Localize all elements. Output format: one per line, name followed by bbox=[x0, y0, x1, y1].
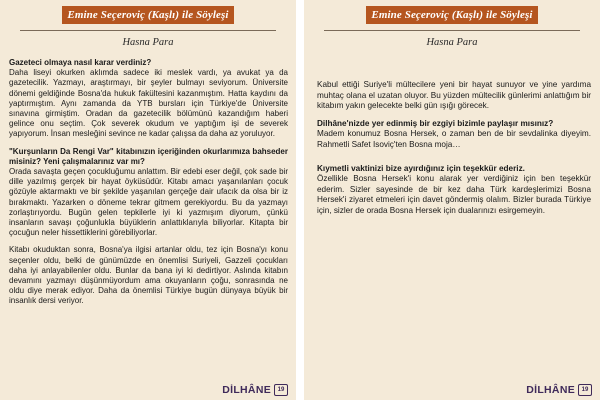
logo-wordmark: DİLHÂNE bbox=[222, 384, 271, 396]
answer: Madem konumuz Bosna Hersek, o zaman ben de bir sevdalinka diyeyim. Rahmetli Safet Isoviç'ten Bosna moja… bbox=[317, 129, 591, 149]
answer: Kabul ettiği Suriye'li mültecilere yeni bir hayat sunuyor ve yine yardıma muhtaç olana el uzatan oluyor. Bu yüzden mültecilik günlerimi anlattığım bir kitabım yakın gelecekte belki gün ışığı görecek. bbox=[317, 80, 591, 111]
answer: Daha liseyi okurken aklımda sadece iki meslek vardı, ya avukat ya da gazetecilik. Yazmayı, araştırmayı, bir şeyler bulmayı seviyorum. Üniversite dönemi geldiğinde Bosna'da hukuk fakültesini kazanmıştım. Hatta kaydını da yaptırmıştım. Aynı zamanda da YTB bursları için Türkiye'de Üniversite sınavına girmiştim. Oradan da gazetecilik bölümünü kazandığım haberi gelince onu seçtim. Çok severek okudum ve yaptığım işi de severek yapıyorum. İnsan mesleğini sevince ne kadar çalışsa da daha az yoruluyor. bbox=[9, 68, 288, 139]
author-name: Hasna Para bbox=[122, 37, 174, 48]
dilhane-logo bbox=[222, 384, 288, 396]
logo-badge: 19 bbox=[578, 384, 592, 396]
left-page bbox=[0, 0, 296, 400]
question: Gazeteci olmaya nasıl karar verdiniz? bbox=[9, 58, 152, 67]
page-gutter bbox=[296, 0, 304, 400]
logo-badge: 19 bbox=[274, 384, 288, 396]
header-title: Emine Seçeroviç (Kaşlı) ile Söyleşi bbox=[371, 9, 533, 21]
header-band bbox=[62, 6, 234, 24]
dilhane-logo bbox=[526, 384, 592, 396]
left-content bbox=[9, 58, 288, 314]
author-name: Hasna Para bbox=[426, 37, 478, 48]
right-page bbox=[304, 0, 600, 400]
header-band bbox=[366, 6, 538, 24]
answer: Orada savaşta geçen çocukluğumu anlattım. Bir edebi eser değil, çok sade bir dille yazılmış gerçek bir hayat öyküsüdür. Kitabı amacı yaşanılanları çocuk gözüyle aktarmaktı ve bir şekilde yaşanılan gerçeğe dair ufacık da olsa bir iz bırakmaktı. Yazarken o döneme tekrar gitmem gerekiyordu. Bu da yazmayı zorlaştırıyordu. Bugün gelen tepkilerle iyi ki yazmışım diyorum, çünkü insanların savaşı çoğunlukla büyüklerin anlattıklarıyla biliyorlar. Kitapta bir çocuğun neler hissettiklerini görebiliyorlar. bbox=[9, 167, 288, 238]
header-rule bbox=[324, 30, 580, 31]
question: Kıymetli vaktinizi bize ayırdığınız için teşekkür ederiz. bbox=[317, 163, 525, 173]
question: Dilhâne'nizde yer edinmiş bir ezgiyi bizimle paylaşır mısınız? bbox=[317, 118, 554, 128]
answer: Özellikle Bosna Hersek'i konu alarak yer verdiğiniz için ben teşekkür ederim. Sizler sayesinde de bir kez daha Türk kardeşlerimizi Bosna Hersek'i ziyaret etmeleri için davet göndermiş olalım. Bizler burada Türkiye için, sizler de orada Bosna Hersek için dualarınızı esirgemeyin. bbox=[317, 174, 591, 215]
header-title: Emine Seçeroviç (Kaşlı) ile Söyleşi bbox=[67, 9, 229, 21]
right-content bbox=[317, 80, 591, 224]
question: "Kurşunların Da Rengi Var" kitabınızın içeriğinden okurlarımıza bahseder misiniz? Yeni çalışmalarınız var mı? bbox=[9, 146, 288, 166]
logo-wordmark: DİLHÂNE bbox=[526, 384, 575, 396]
header-rule bbox=[20, 30, 276, 31]
answer: Kitabı okuduktan sonra, Bosna'ya ilgisi artanlar oldu, tez için Bosna'yı konu seçenler oldu, belki de günümüzde en önemlisi Suriyeli, Gazzeli çocukları daha iyi anlayabilenler oldu. Bunlar da bana iyi ki dedirtiyor. Aslında kitabın devamını yazmayı düşünmüyordum ama okuyanların çoğu, sonrasında ne oldu diye merak ediyor. Daha da önemlisi Türkiye bugün dünyaya büyük bir insanlık dersi veriyor. bbox=[9, 245, 288, 306]
